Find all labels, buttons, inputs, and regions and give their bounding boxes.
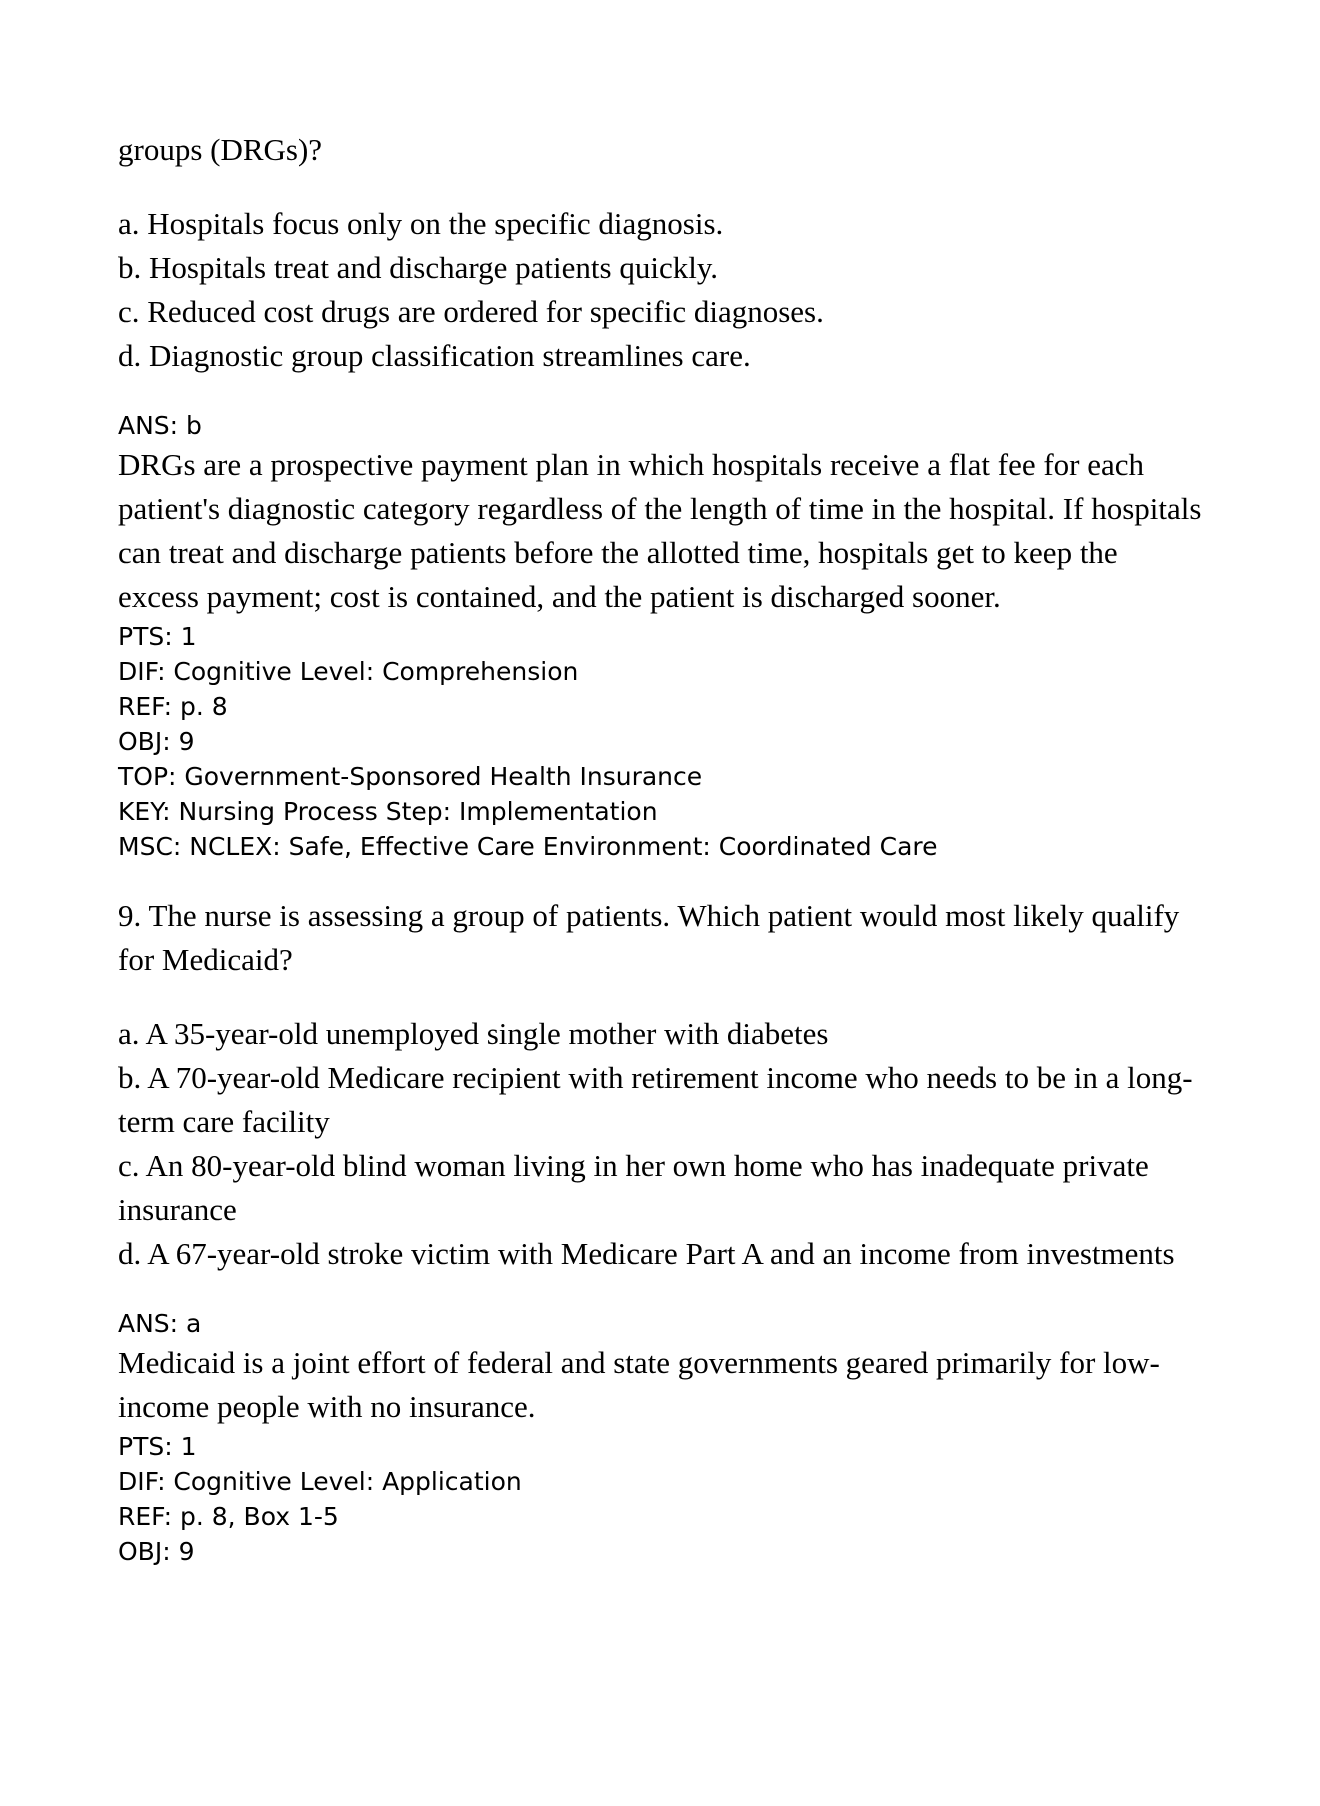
question-8-meta-dif: DIF: Cognitive Level: Comprehension	[118, 657, 579, 686]
question-9-metadata	[118, 1429, 1202, 1569]
question-9-rationale: Medicaid is a joint effort of federal and state governments geared primarily for low-income people with no insurance.	[118, 1345, 1160, 1424]
spacer	[118, 982, 1202, 1012]
question-8-meta-msc: MSC: NCLEX: Safe, Effective Care Environment: Coordinated Care	[118, 832, 938, 861]
question-8-option-b: b. Hospitals treat and discharge patients quickly.	[118, 250, 719, 285]
question-8-options	[118, 202, 1202, 378]
question-9-options	[118, 1012, 1202, 1276]
question-8-metadata	[118, 619, 1202, 864]
spacer	[118, 1276, 1202, 1306]
question-9-option-c: c. An 80-year-old blind woman living in her own home who has inadequate private insurance	[118, 1148, 1149, 1227]
question-9-option-b: b. A 70-year-old Medicare recipient with retirement income who needs to be in a long-term care facility	[118, 1060, 1193, 1139]
question-9-option-d: d. A 67-year-old stroke victim with Medicare Part A and an income from investments	[118, 1236, 1175, 1271]
question-8-meta-key: KEY: Nursing Process Step: Implementation	[118, 797, 658, 826]
spacer	[118, 172, 1202, 202]
question-9-meta-ref: REF: p. 8, Box 1-5	[118, 1502, 339, 1531]
question-9-meta-obj: OBJ: 9	[118, 1537, 195, 1566]
question-8-rationale: DRGs are a prospective payment plan in which hospitals receive a flat fee for each patient's diagnostic category regardless of the length of time in the hospital. If hospitals can treat and discharge patients before the allotted time, hospitals get to keep the excess payment; cost is contained, and the patient is discharged sooner.	[118, 447, 1202, 614]
question-8-meta-obj: OBJ: 9	[118, 727, 195, 756]
question-8-answer-label: ANS: b	[118, 411, 202, 440]
question-8-meta-pts: PTS: 1	[118, 622, 197, 651]
question-9-option-a: a. A 35-year-old unemployed single mother with diabetes	[118, 1016, 829, 1051]
question-9-stem: 9. The nurse is assessing a group of patients. Which patient would most likely qualify for Medicaid?	[118, 898, 1180, 977]
question-9-answer-label: ANS: a	[118, 1309, 202, 1338]
question-8-meta-ref: REF: p. 8	[118, 692, 228, 721]
question-8-option-c: c. Reduced cost drugs are ordered for specific diagnoses.	[118, 294, 824, 329]
question-9-meta-dif: DIF: Cognitive Level: Application	[118, 1467, 522, 1496]
question-8-option-d: d. Diagnostic group classification streamlines care.	[118, 338, 751, 373]
question-8-meta-top: TOP: Government-Sponsored Health Insurance	[118, 762, 703, 791]
spacer	[118, 864, 1202, 894]
question-9-meta-pts: PTS: 1	[118, 1432, 197, 1461]
spacer	[118, 378, 1202, 408]
question-8-stem-continued: groups (DRGs)?	[118, 132, 323, 167]
question-8-option-a: a. Hospitals focus only on the specific diagnosis.	[118, 206, 724, 241]
